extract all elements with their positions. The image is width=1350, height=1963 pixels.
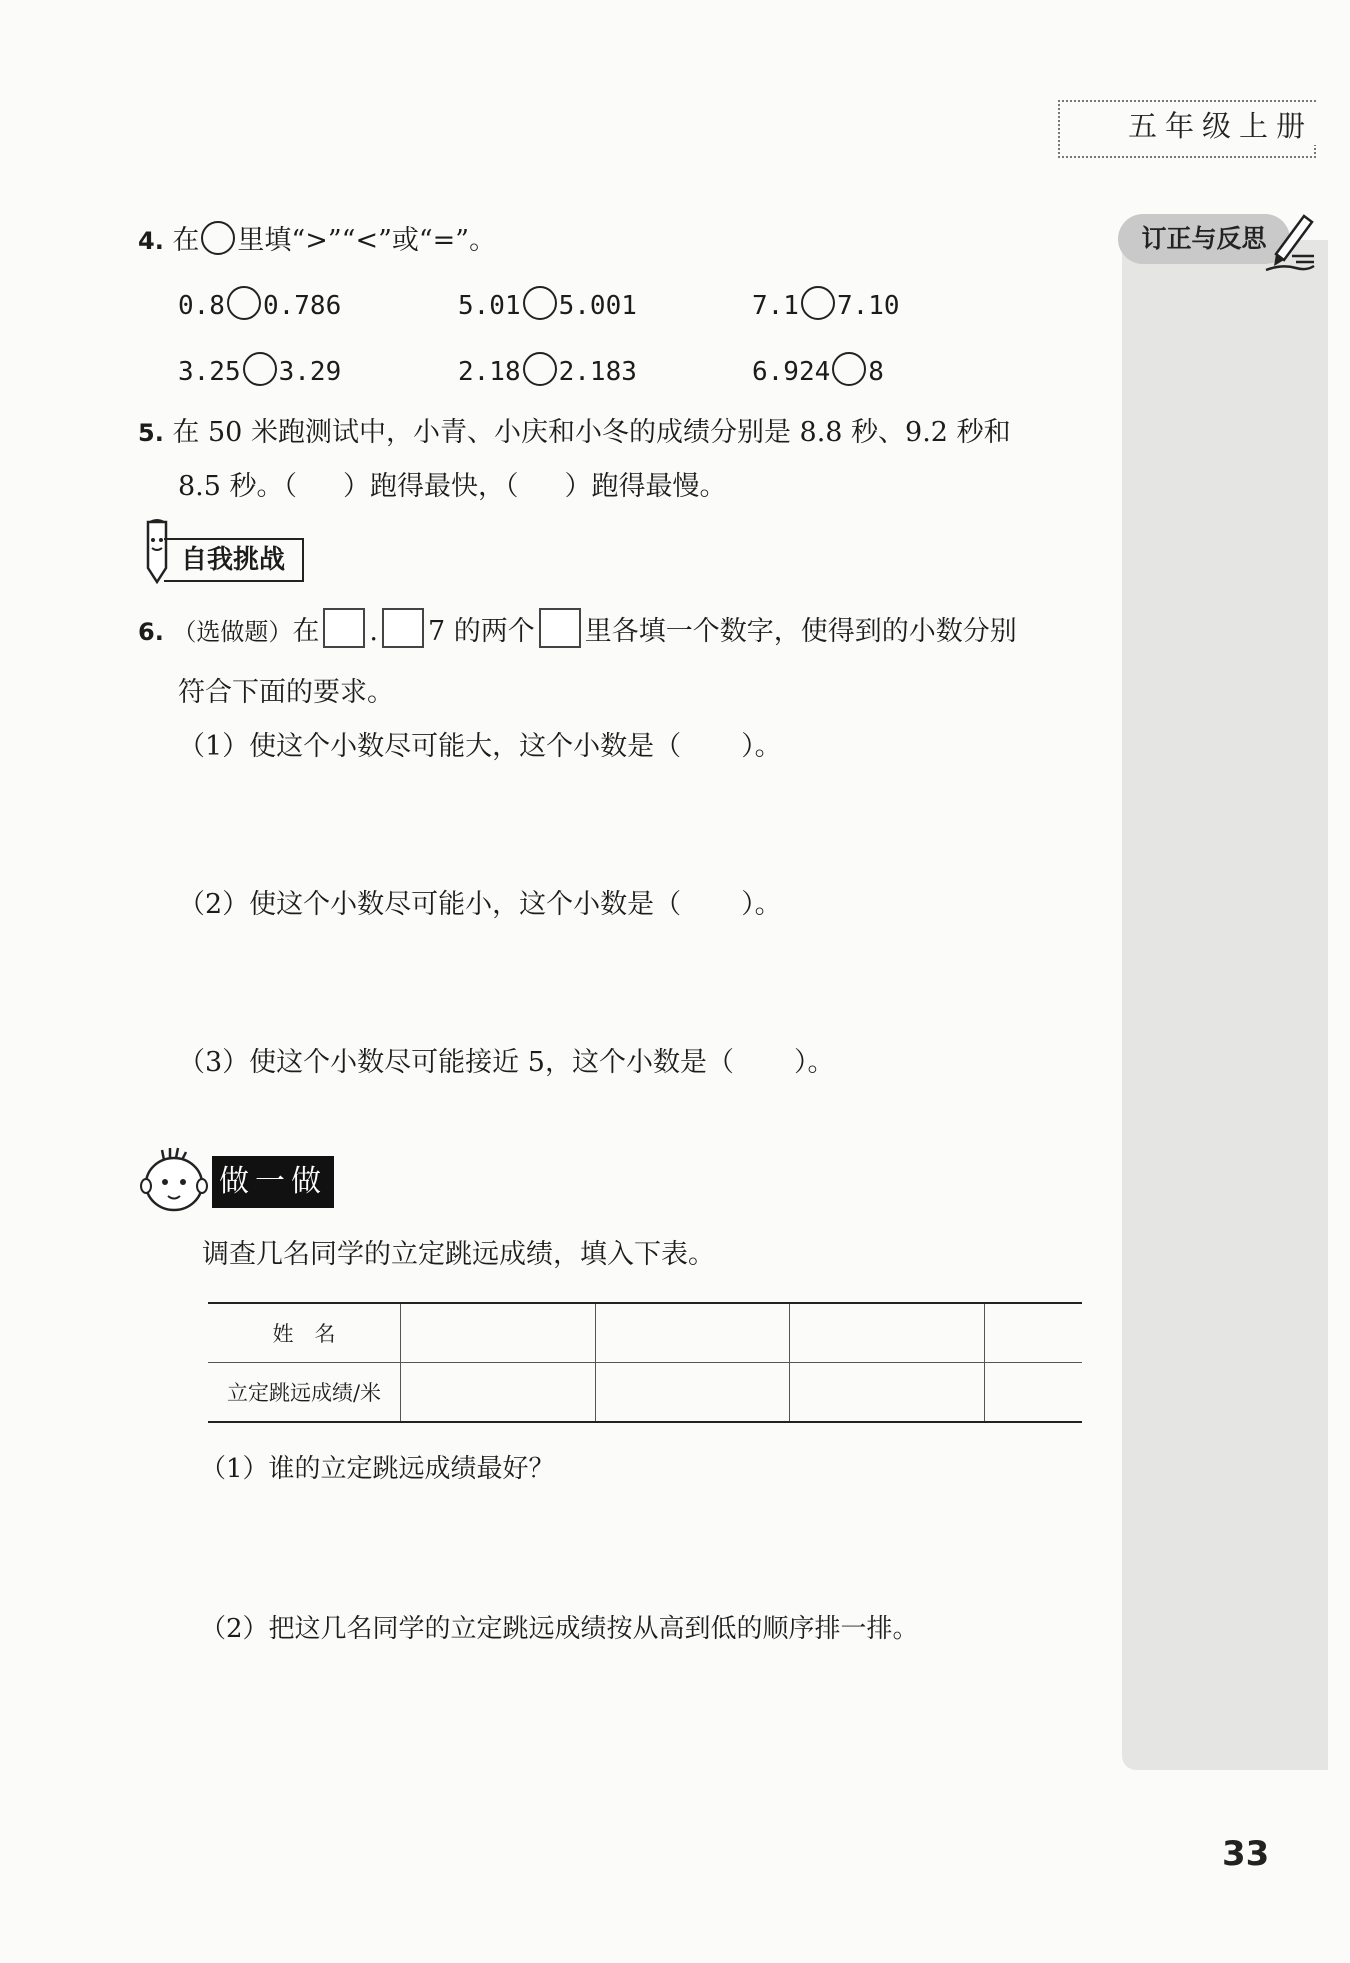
question-5-line1: 5. 在 50 米跑测试中，小青、小庆和小冬的成绩分别是 8.8 秒、9.2 秒和: [138, 417, 1011, 448]
table-row: [208, 1303, 1082, 1363]
page-number: 33: [1222, 1834, 1270, 1874]
table-cell[interactable]: [595, 1363, 790, 1423]
digit-box[interactable]: [323, 608, 365, 648]
table-cell[interactable]: [401, 1363, 596, 1423]
jump-survey-table: [208, 1302, 1082, 1423]
answer-circle[interactable]: [523, 352, 557, 386]
sidebar-title: 订正与反思: [1118, 214, 1290, 264]
answer-circle[interactable]: [832, 352, 866, 386]
question-5-line2: 8.5 秒。（ ）跑得最快，（ ）跑得最慢。: [178, 471, 727, 502]
grade-label: 五年级上册: [1122, 104, 1319, 145]
activity-question-1: （1）谁的立定跳远成绩最好？: [200, 1454, 555, 1484]
digit-box[interactable]: [382, 608, 424, 648]
question-6-title: 6. （选做题）在 . 7 的两个 里各填一个数字，使得到的小数分别: [138, 608, 1017, 648]
correction-sidebar: [1122, 240, 1328, 1770]
comparison-item: 3.25 3.29: [178, 352, 341, 387]
question-number: 4.: [138, 227, 164, 255]
table-cell[interactable]: [790, 1363, 985, 1423]
table-header-score: 立定跳远成绩/米: [208, 1363, 401, 1423]
table-cell[interactable]: [985, 1363, 1082, 1423]
answer-circle[interactable]: [201, 221, 235, 255]
table-header-name: 姓 名: [208, 1303, 401, 1363]
activity-question-2: （2）把这几名同学的立定跳远成绩按从高到低的顺序排一排。: [200, 1614, 919, 1644]
kid-face-icon: [138, 1146, 210, 1216]
answer-circle[interactable]: [523, 286, 557, 320]
question-6-sub2: （2）使这个小数尽可能小，这个小数是（ ）。: [178, 889, 782, 920]
do-it-banner: 做一做: [212, 1156, 334, 1208]
question-6-sub3: （3）使这个小数尽可能接近 5，这个小数是（ ）。: [178, 1047, 835, 1078]
comparison-item: 5.01 5.001: [458, 286, 637, 321]
comparison-item: 0.8 0.786: [178, 286, 341, 321]
digit-box-example: [539, 608, 581, 648]
table-cell[interactable]: [790, 1303, 985, 1363]
table-cell[interactable]: [985, 1303, 1082, 1363]
question-6-line2: 符合下面的要求。: [178, 677, 394, 708]
comparison-item: 6.924 8: [752, 352, 884, 387]
question-6-sub1: （1）使这个小数尽可能大，这个小数是（ ）。: [178, 731, 782, 762]
activity-intro: 调查几名同学的立定跳远成绩，填入下表。: [202, 1239, 715, 1270]
pencil-icon: [1262, 208, 1318, 278]
answer-circle[interactable]: [227, 286, 261, 320]
answer-circle[interactable]: [243, 352, 277, 386]
table-row: [208, 1363, 1082, 1423]
comparison-item: 7.1 7.10: [752, 286, 900, 321]
table-cell[interactable]: [595, 1303, 790, 1363]
question-number: 5.: [138, 419, 164, 447]
answer-circle[interactable]: [801, 286, 835, 320]
comparison-item: 2.18 2.183: [458, 352, 637, 387]
table-cell[interactable]: [401, 1303, 596, 1363]
question-4-title: 4. 在 里填“>”“<”或“=”。: [138, 218, 496, 257]
question-number: 6.: [138, 618, 164, 646]
self-challenge-banner: 自我挑战: [164, 538, 304, 582]
